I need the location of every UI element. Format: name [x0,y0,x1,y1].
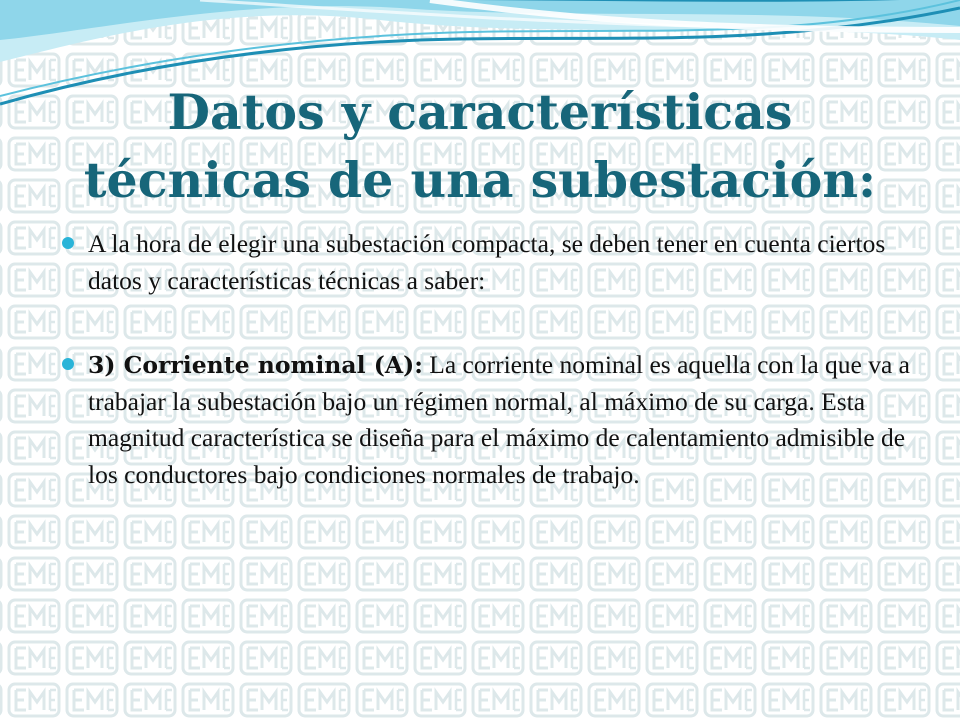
slide-title-line2: técnicas de una subestación: [83,151,877,209]
slide-body [62,226,912,493]
bullet-text: A la hora de elegir una subestación compacta, se deben tener en cuenta ciertos datos y características técnicas a saber: [88,229,886,295]
bullet-dot-icon [62,237,74,249]
bullet-item [62,226,912,299]
bullet-item [62,347,912,493]
slide-title [40,78,920,214]
bullet-dot-icon [62,358,74,370]
bullet-lead: 3) Corriente nominal (A): [88,351,423,379]
bullet-text: La corriente nominal es aquella con la que va a trabajar la subestación bajo un régimen normal, al máximo de su carga. Esta magnitud característica se diseña para el máximo de calentamiento admisible de los conductores bajo condiciones normales de trabajo. [88,350,910,489]
slide-title-line1: Datos y características [167,83,793,141]
